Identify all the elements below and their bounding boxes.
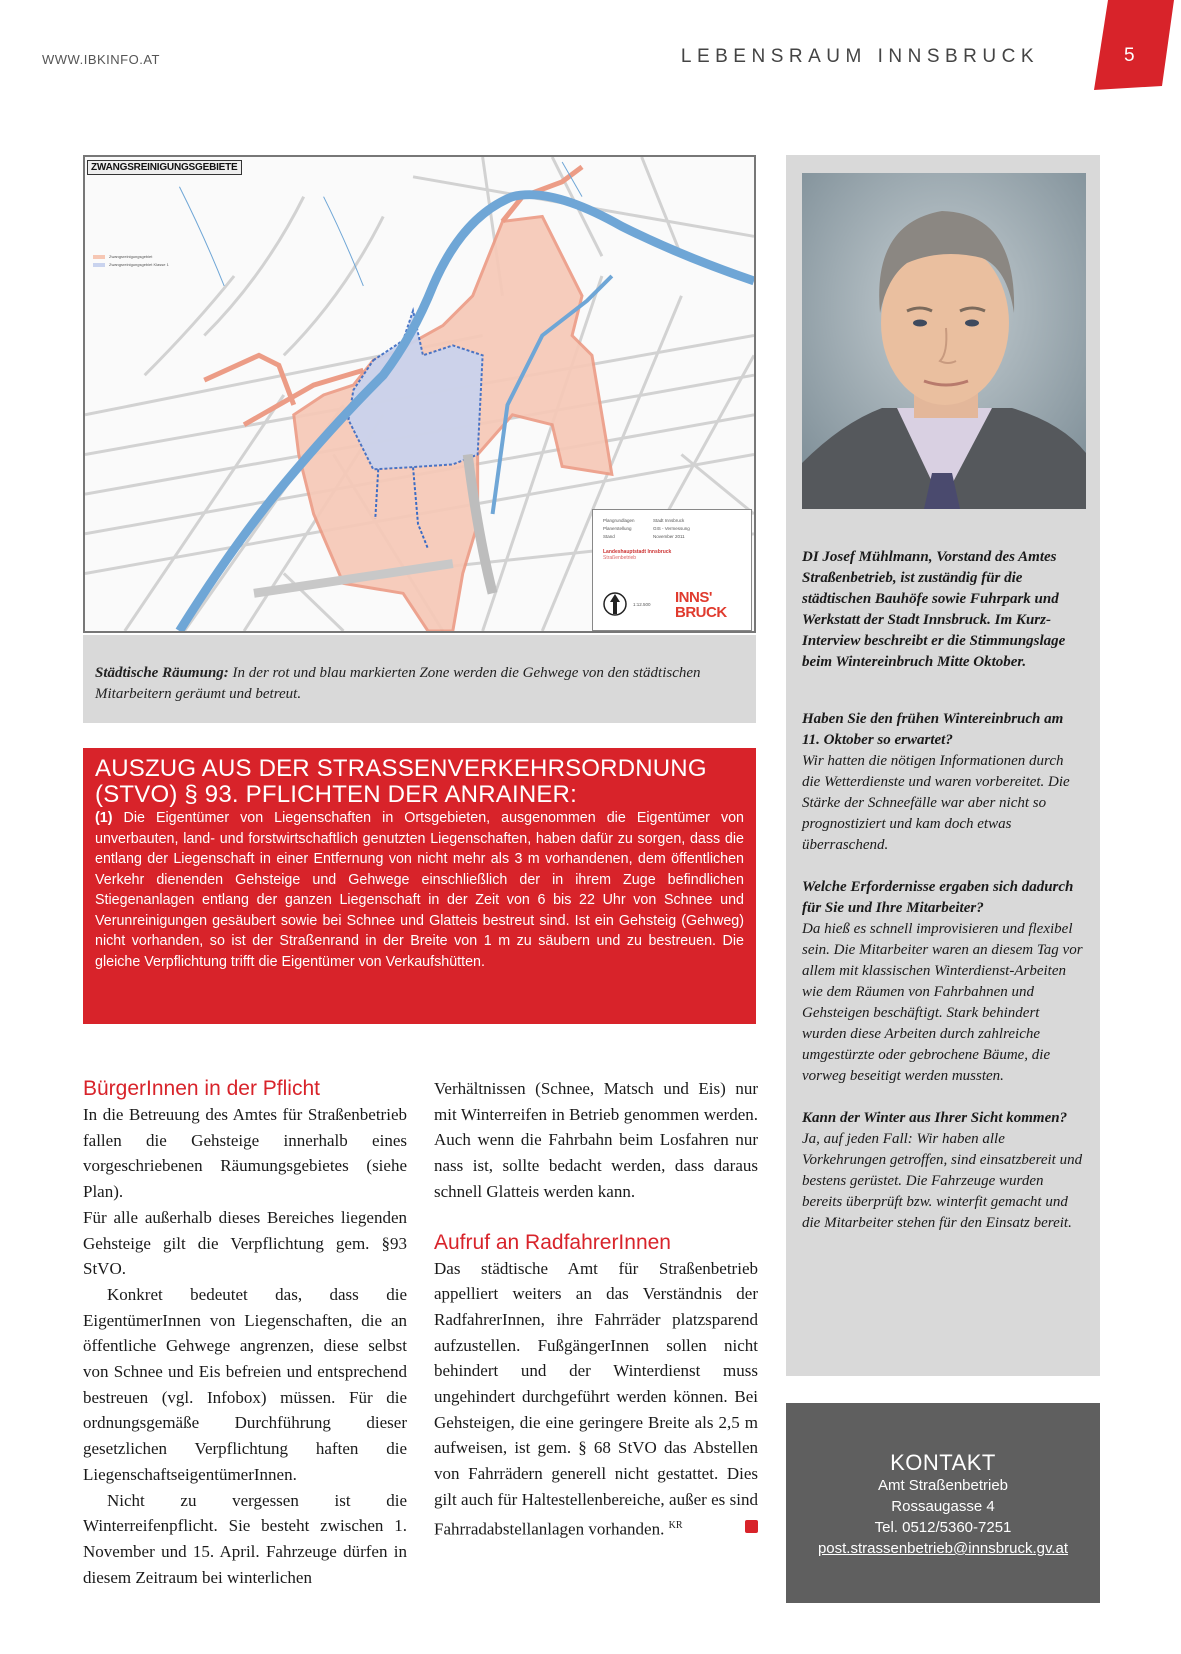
map-info-panel	[592, 509, 752, 631]
contact-address: Rossaugasse 4	[891, 1498, 995, 1515]
end-of-article-icon	[745, 1520, 758, 1533]
logo-line: INNS'	[675, 589, 712, 606]
interview-qa	[802, 877, 1084, 1087]
article-paragraph: Konkret bedeutet das, dass die EigentümerInnen von Liegenschaften, die an öffentliche Gehwege angrenzen, diese selbst von Schnee und Eis befreien und entsprechend bestreuen (vgl. Infobox) müssen. Für die ordnungsgemäße Durchführung dieser gesetzlichen Verpflichtung haften die LiegenschaftseigentümerInnen.	[83, 1284, 407, 1484]
infobox-title: AUSZUG AUS DER STRASSENVERKEHRSORDNUNG (STVO) § 93. PFLICHTEN DER ANRAINER:	[95, 755, 707, 808]
innsbruck-logo	[675, 590, 727, 620]
contact-box	[786, 1403, 1100, 1603]
infobox-body: Die Eigentümer von Liegenschaften in Ortsgebieten, ausgenommen die Eigentümer von unverbauten, land- und forstwirtschaftlich genutzten Liegenschaften, haben dafür zu sorgen, dass die entlang der Liegenschaft in einer Entfernung von nicht mehr als 3 m vorhandenen, dem öffentlichen Verkehr dienenden Gehsteige und Gehwege einschließlich der in ihrem Zuge befindlichen Stiegenanlagen entlang der ganzen Liegenschaft in der Zeit von 6 bis 22 Uhr von Schnee und Verunreinigungen gesäubert sowie bei Schnee und Glatteis bestreut sind. Ist ein Gehsteig (Gehweg) nicht vorhanden, so ist der Straßenrand in der Breite von 1 m zu säubern und zu bestreuen. Die gleiche Verpflichtung trifft die Eigentümer von Verkaufshütten.	[95, 810, 744, 970]
map-scale: 1:12.500	[633, 602, 651, 607]
caption-text: In der rot und blau markierten Zone werden die Gehwege von den städtischen Mitarbeitern geräumt und betreut.	[95, 665, 701, 702]
article-paragraph: Für alle außerhalb dieses Bereiches liegenden Gehsteige gilt die Verpflichtung gem. §93 StVO.	[83, 1207, 407, 1279]
portrait-photo	[802, 173, 1086, 509]
info-value: GIS - Vermessung	[653, 526, 690, 531]
article-paragraph: In die Betreuung des Amtes für Straßenbetrieb fallen die Gehsteige innerhalb eines vorgeschriebenen Räumungsgebietes (siehe Plan).	[83, 1105, 407, 1202]
spacer	[434, 1205, 758, 1230]
contact-department: Amt Straßenbetrieb	[877, 1477, 1009, 1494]
logo-line: BRUCK	[675, 604, 727, 621]
interview-answer: Da hieß es schnell improvisieren und flexibel sein. Die Mitarbeiter waren an diesem Tag vor allem mit klassischen Winterdienst-Arbeiten wie dem Räumen von Fahrbahnen und Gehsteigen beschäftigt. Stark behindert wurden diese Arbeiten durch zahlreiche umgestürzte oder gebrochene Bäume, die vorweg beseitigt werden mussten.	[802, 921, 1083, 1084]
interview-sidebar	[786, 155, 1100, 1376]
map-caption	[83, 635, 756, 723]
map-info-row	[603, 518, 741, 523]
map-info-row	[603, 526, 741, 531]
page-number: 5	[1124, 45, 1135, 66]
section-title: LEBENSRAUM INNSBRUCK	[680, 46, 1039, 67]
map-title: ZWANGSREINIGUNGSGEBIETE	[87, 160, 242, 175]
legend-item	[93, 262, 169, 267]
info-key: Stand	[603, 534, 615, 539]
info-key: Planerstellung	[603, 526, 632, 531]
paragraph-text: Das städtische Amt für Straßenbetrieb appelliert weiters an das Verständnis der RadfahrerInnen, ihre Fahrräder platzsparend aufzustellen. FußgängerInnen sollen nicht behindert und der Winterdienst muss ungehindert durchgeführt werden können. Bei Gehsteigen, die eine geringere Breite als 2,5 m aufweisen, ist gem. § 68 StVO das Abstellen von Fahrrädern generell nicht gestattet. Dies gilt auch für Haltestellenbereiche, außer es sind Fahrradabstellanlagen vorhanden.	[434, 1258, 758, 1539]
stvo-infobox	[83, 748, 756, 1024]
contact-email-link[interactable]: post.strassenbetrieb@innsbruck.gv.at	[817, 1540, 1069, 1557]
legend-item	[93, 254, 169, 259]
interview-answer: Ja, auf jeden Fall: Wir haben alle Vorkehrungen getroffen, sind einsatzbereit und bestens gerüstet. Die Fahrzeuge wurden bereits überprüft bzw. winterfit gemacht und die Mitarbeiter stehen für den Einsatz bereit.	[802, 1131, 1083, 1231]
article-column-middle	[434, 1076, 758, 1542]
interview-question: Haben Sie den frühen Wintereinbruch am 11. Oktober so erwartet?	[802, 711, 1064, 748]
interview-intro: DI Josef Mühlmann, Vorstand des Amtes Straßenbetrieb, ist zuständig für die städtischen Bauhöfe sowie Fuhrpark und Werkstatt der Stadt Innsbruck. Im Kurz-Interview beschreibt er die Stimmungslage beim Wintereinbruch Mitte Oktober.	[802, 549, 1066, 670]
paragraph-number: (1)	[95, 810, 113, 826]
article-paragraph	[434, 1256, 758, 1542]
contact-title: KONTAKT	[890, 1450, 996, 1475]
section-heading: Aufruf an RadfahrerInnen	[434, 1230, 671, 1254]
legend-swatch-pink-icon	[93, 255, 105, 259]
interview-answer: Wir hatten die nötigen Informationen durch die Wetterdienste und waren vorbereitet. Die Stärke der Schneefälle war aber nicht so prognostiziert und kam doch etwas überraschend.	[802, 753, 1070, 853]
author-initials: KR	[668, 1519, 683, 1531]
article-paragraph: Verhältnissen (Schnee, Matsch und Eis) nur mit Winterreifen in Betrieb genommen werden. Auch wenn die Fahrbahn beim Losfahren nur nass ist, sollte bedacht werden, dass daraus schnell Glatteis werden kann.	[434, 1079, 758, 1201]
interview-question: Welche Erfordernisse ergaben sich dadurch für Sie und Ihre Mitarbeiter?	[802, 879, 1074, 916]
map-legend	[93, 254, 169, 270]
info-value: November 2011	[653, 534, 685, 539]
legend-label: Zwangsreinigungsgebiet	[109, 254, 153, 259]
person-portrait-icon	[802, 173, 1086, 509]
site-url: WWW.IBKINFO.AT	[42, 52, 160, 67]
legend-swatch-blue-icon	[93, 263, 105, 267]
interview-qa	[802, 1108, 1084, 1234]
info-value: Stadt Innsbruck	[653, 518, 685, 523]
map-info-row	[603, 534, 741, 539]
caption-lead: Städtische Räumung:	[95, 665, 229, 681]
map-figure	[83, 155, 756, 633]
interview-qa	[802, 709, 1084, 856]
contact-phone: Tel. 0512/5360-7251	[874, 1519, 1012, 1536]
map-org-dept: Straßenbetrieb	[603, 555, 637, 561]
map-org-name: Landeshauptstadt Innsbruck	[603, 549, 672, 555]
info-key: Plangrundlagen	[603, 518, 635, 523]
north-arrow-icon	[603, 590, 627, 618]
section-heading: BürgerInnen in der Pflicht	[83, 1077, 320, 1100]
infobox-text	[95, 808, 744, 972]
article-paragraph: Nicht zu vergessen ist die Winterreifenpflicht. Sie besteht zwischen 1. November und 15. April. Fahrzeuge dürfen in diesem Zeitraum bei winterlichen	[83, 1490, 407, 1587]
article-column-left	[83, 1076, 407, 1590]
legend-label: Zwangsreinigungsgebiet Klasse 1	[109, 262, 169, 267]
interview-question: Kann der Winter aus Ihrer Sicht kommen?	[802, 1110, 1068, 1126]
